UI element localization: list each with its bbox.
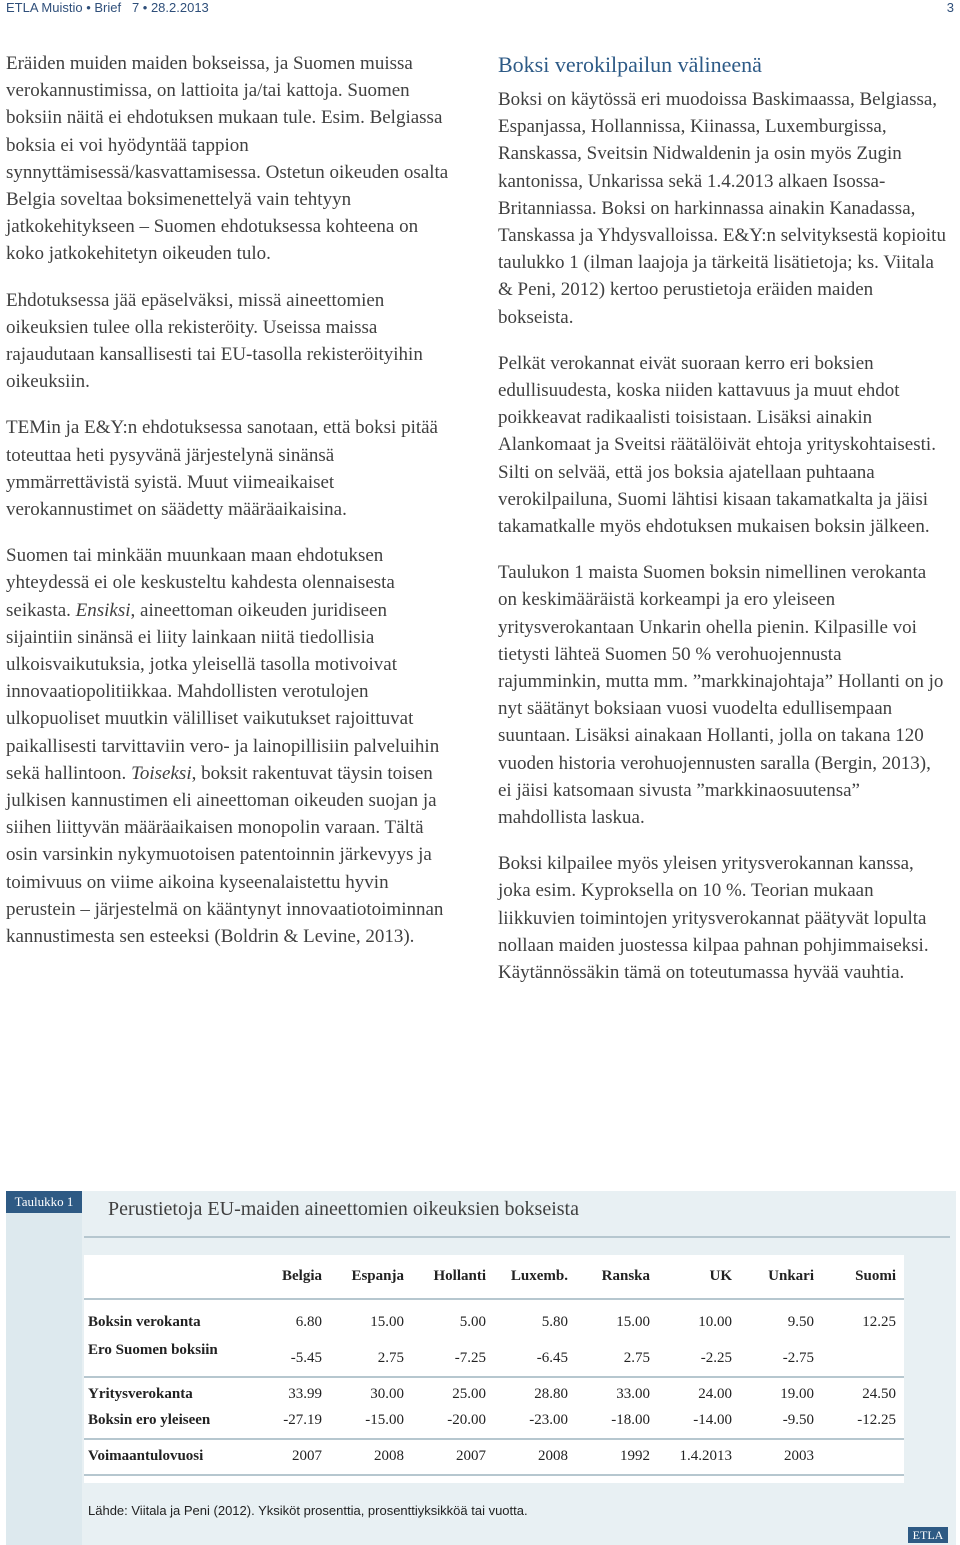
left-column [6,50,454,969]
table-tag: Taulukko 1 [6,1191,82,1213]
table-cell: -27.19 [283,1412,322,1428]
column-header: Hollanti [433,1268,486,1284]
table-cell: 2008 [374,1448,404,1464]
row-divider [84,1298,904,1300]
column-header: Unkari [768,1268,814,1284]
row-label: Voimaantulovuosi [88,1448,204,1464]
table-cell: 33.99 [288,1386,322,1402]
table-cell: -7.25 [454,1350,486,1366]
table-cell: 28.80 [534,1386,568,1402]
column-header: Luxemb. [510,1268,568,1284]
table-cell: 33.00 [616,1386,650,1402]
table-cell: 1992 [620,1448,650,1464]
column-header: UK [709,1268,732,1284]
row-divider [84,1438,904,1440]
table-cell: 24.00 [698,1386,732,1402]
emphasis: Ensiksi [75,599,131,621]
table-cell: -15.00 [365,1412,404,1428]
table-cell: 6.80 [295,1314,322,1330]
column-header: Ranska [601,1268,650,1284]
table-cell: 2007 [292,1448,322,1464]
paragraph: TEMin ja E&Y:n ehdotuksessa sanotaan, että boksi pitää toteuttaa heti pysyvänä järjestelynä sinänsä ymmärrettävistä syistä. Muut viimeaikaiset verokannustimet on säädetty määräaikaisina. [6,417,438,521]
paragraph: Boksi on käytössä eri muodoissa Baskimaassa, Belgiassa, Espanjassa, Hollannissa, Kiinassa, Luxemburgissa, Ranskassa, Sveitsin Nidwaldenin ja osin myös Zugin kantonissa, Unkarissa sekä 1.4.2013 alkaen Isossa-Britanniassa. Boksi on harkinnassa ainakin Kanadassa, Tanskassa ja Yhdysvalloissa. E&Y:n selvityksestä kopioitu taulukko 1 (ilman laajoja ja tärkeitä lisätietoja; ks. Viitala & Peni, 2012) kertoo perustietoja eräiden maiden bokseista. [498,89,946,328]
table-cell: 2008 [538,1448,568,1464]
table-cell: 1.4.2013 [679,1448,732,1464]
table-cell: -12.25 [857,1412,896,1428]
table-cell: 5.80 [541,1314,568,1330]
column-header: Espanja [351,1268,404,1284]
table-cell: 19.00 [780,1386,814,1402]
header-publication: ETLA Muistio • Brief 7 • 28.2.2013 [6,0,209,15]
row-divider [84,1376,904,1378]
table-cell: 24.50 [862,1386,896,1402]
row-label: Boksin ero yleiseen [88,1412,211,1428]
row-label: Yritysverokanta [88,1386,193,1402]
table-cell: 15.00 [370,1314,404,1330]
text-run: Suomen tai minkään muunkaan maan ehdotuksen yhteydessä ei ole keskusteltu kahdesta olennaisesta seikasta. [6,545,395,621]
section-heading: Boksi verokilpailun välineenä [498,52,762,77]
column-header: Belgia [282,1268,322,1284]
table-cell: -2.25 [700,1350,732,1366]
table-cell: -14.00 [693,1412,732,1428]
table-cell: -23.00 [529,1412,568,1428]
page-header [0,0,960,16]
row-divider [84,1474,904,1476]
row-label: Boksin verokanta [88,1314,201,1330]
text-run: , boksit rakentuvat täysin toisen julkisen kannustimen eli aineettoman oikeuden suojan ja siihen liittyvän määräaikaisen monopolin varaan. Tältä osin varsinkin nykymuotoisen patentoinnin järkevyys ja toimivuus on viime aikoina kyseenalaistettu hyvin perustein – järjestelmä on kääntynyt innovaatiotoiminnan kannustimesta sen esteeksi (Boldrin & Levine, 2013). [6,762,444,948]
table-cell: 5.00 [459,1314,486,1330]
table-cell: 2.75 [623,1350,650,1366]
table-cell: 25.00 [452,1386,486,1402]
paragraph [6,542,454,950]
table-cell: 30.00 [370,1386,404,1402]
table-cell: -20.00 [447,1412,486,1428]
table-cell: 2.75 [377,1350,404,1366]
table-cell: -2.75 [782,1350,814,1366]
table-source: Lähde: Viitala ja Peni (2012). Yksiköt prosenttia, prosenttiyksikköä tai vuotta. [88,1503,528,1518]
paragraph: Boksi kilpailee myös yleisen yritysverokannan kanssa, joka esim. Kyproksella on 10 %. Teorian mukaan liikkuvien toimintojen yritysverokannat päätyvät lopulta nollaan maiden juostessa kilpaa pahnan pohjimmaiseksi. Käytännössäkin tämä on toteutumassa hyvää vauhtia. [498,853,929,984]
divider [84,1236,950,1238]
paragraph: Taulukon 1 maista Suomen boksin nimellinen verokanta on keskimääräistä korkeampi ja ero yleiseen yritysverokantaan Unkarin ohella pienin. Kilpasille voi tietysti lähteä Suomen 50 % verohuojennusta rajumminkin, mutta mm. ”markkinajohtaja” Hollanti on jo nyt säätänyt boksiaan vuosi vuodelta edullisempaan suuntaan. Lisäksi ainakaan Hollanti, jolla on takana 120 vuoden historia verohuojennusten saralla (Bergin, 2013), ei jäisi katsomaan sivusta ”markkinaosuutensa” mahdollista laskua. [498,562,944,829]
table-cell: 15.00 [616,1314,650,1330]
emphasis: Toiseksi [131,762,192,784]
table-cell: -18.00 [611,1412,650,1428]
row-label: Ero Suomen boksiin [88,1342,218,1358]
table-title: Perustietoja EU-maiden aineettomien oikeuksien bokseista [108,1198,579,1220]
table-cell: 9.50 [787,1314,814,1330]
column-header: Suomi [855,1268,896,1284]
right-column [498,50,946,1005]
etla-logo: ETLA [908,1527,948,1543]
table-cell: 10.00 [698,1314,732,1330]
table-cell: -9.50 [782,1412,814,1428]
table-cell: -6.45 [536,1350,568,1366]
paragraph: Ehdotuksessa jää epäselväksi, missä aineettomien oikeuksien tulee olla rekisteröity. Useissa maissa rajaudutaan kansallisesti tai EU-tasolla rekisteröityihin oikeuksiin. [6,289,423,393]
table-cell: 12.25 [862,1314,896,1330]
text-run: , aineettoman oikeuden juridiseen sijaintiin sinänsä ei liity lainkaan niitä tiedollisia ulkoisvaikutuksia, jotka yleisellä tasolla motivoivat innovaatiopolitiikkaa. Mahdollisten verotulojen ulkopuoliset muutkin välilliset vaikutukset rajoittuvat paikallisesti tarvittaviin vero- ja lainopillisiin palveluihin sekä hallintoon. [6,599,440,784]
table-cell: 2003 [784,1448,814,1464]
header-page-number: 3 [946,0,954,15]
table-cell: -5.45 [290,1350,322,1366]
paragraph: Pelkät verokannat eivät suoraan kerro eri boksien edullisuudesta, koska niiden kattavuus ja muut ehdot poikkeavat radikaalisti toisistaan. Lisäksi ainakin Alankomaat ja Sveitsi räätälöivät ehtoja yrityskohtaisesti. Silti on selvää, että jos boksia ajatellaan puhtaana verokilpailuna, Suomi lähtisi kisaan takamatkalta ja jäisi takamatkalle myös ehdotuksen mukaisen boksin jälkeen. [498,352,936,538]
paragraph: Eräiden muiden maiden bokseissa, ja Suomen muissa verokannustimissa, on lattioita ja/tai kattoja. Suomen boksiin näitä ei ehdotuksen mukaan tule. Esim. Belgiassa boksia ei voi hyödyntää tappion synnyttämisessä/kasvattamisessa. Ostetun oikeuden osalta Belgia soveltaa boksimenettelyä vain tehtyyn jatkokehitykseen – Suomen ehdotuksessa kohteena on koko jatkokehitetyn oikeuden tulo. [6,53,449,265]
table-cell: 2007 [456,1448,486,1464]
